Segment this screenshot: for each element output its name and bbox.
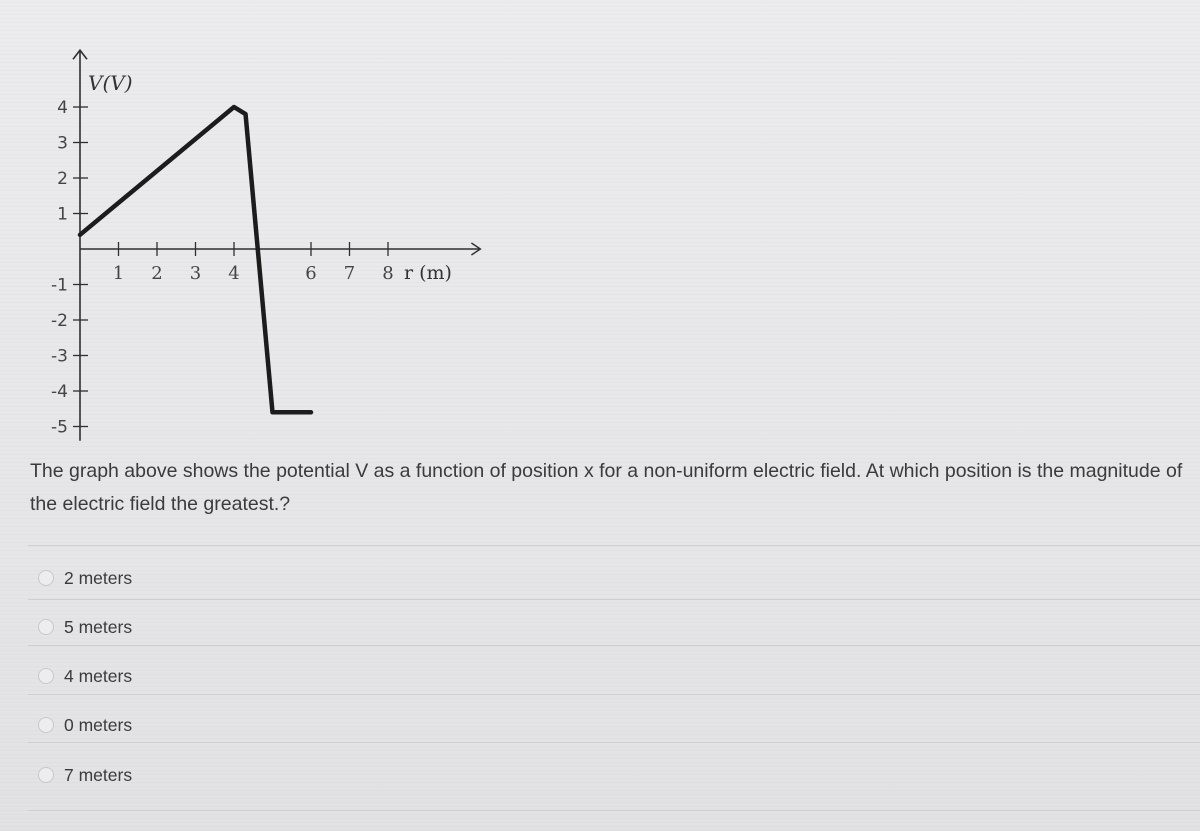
divider — [28, 742, 1200, 743]
y-tick-label: 2 — [57, 169, 68, 189]
radio-button[interactable] — [38, 570, 54, 586]
option-0-meters[interactable] — [38, 710, 132, 740]
option-label: 0 meters — [64, 714, 133, 735]
divider — [28, 645, 1200, 646]
x-tick-label: 3 — [189, 263, 202, 284]
y-tick-label: -2 — [51, 311, 68, 331]
divider — [28, 599, 1200, 600]
y-tick-label: 4 — [57, 98, 68, 118]
x-tick-label: 4 — [228, 263, 240, 284]
option-2-meters[interactable] — [38, 563, 132, 593]
x-tick-label: 6 — [305, 263, 317, 284]
radio-button[interactable] — [38, 619, 54, 635]
option-label: 5 meters — [64, 616, 133, 637]
option-label: 4 meters — [64, 665, 133, 686]
y-tick-label: 1 — [57, 204, 68, 225]
y-tick-label: 3 — [57, 133, 68, 154]
graph-axes — [73, 50, 480, 441]
x-tick-label: 2 — [151, 263, 163, 284]
x-tick-label: 7 — [343, 263, 356, 284]
radio-button[interactable] — [38, 717, 54, 733]
divider — [28, 810, 1200, 811]
y-axis-label: V(V) — [88, 71, 133, 95]
potential-graph — [0, 0, 520, 450]
option-5-meters[interactable] — [38, 612, 132, 642]
potential-line — [80, 107, 311, 412]
y-tick-label: -3 — [51, 346, 68, 367]
question-text: The graph above shows the potential V as a function of position x for a non-uniform electric field. At which position is the magnitude of the electric field the greatest.? — [30, 460, 1183, 515]
divider — [28, 694, 1200, 695]
option-4-meters[interactable] — [38, 661, 132, 691]
y-tick-label: -1 — [51, 275, 68, 296]
option-label: 2 meters — [64, 567, 133, 588]
radio-button[interactable] — [38, 767, 54, 783]
x-tick-label: 1 — [112, 263, 125, 284]
x-axis-label: r (m) — [404, 262, 452, 284]
option-7-meters[interactable] — [38, 760, 132, 790]
divider — [28, 545, 1200, 546]
potential-curve — [80, 107, 311, 412]
radio-button[interactable] — [38, 668, 54, 684]
y-tick-label: -5 — [51, 417, 68, 438]
y-ticks — [51, 98, 88, 438]
x-tick-label: 8 — [382, 263, 394, 284]
y-tick-label: -4 — [51, 382, 68, 402]
option-label: 7 meters — [64, 764, 133, 785]
